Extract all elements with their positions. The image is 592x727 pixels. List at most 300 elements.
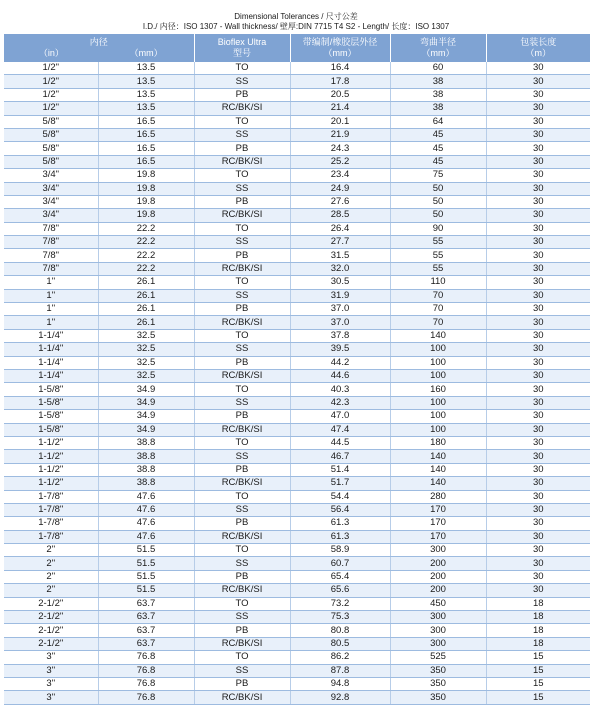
cell-id-in: 3" [4, 691, 98, 704]
cell-model: SS [194, 289, 290, 302]
header-bend-unit: （mm） [421, 48, 455, 58]
cell-id-mm: 34.9 [98, 423, 194, 436]
cell-bend-radius: 140 [390, 463, 486, 476]
cell-package-length: 30 [486, 169, 590, 182]
tolerance-table [4, 34, 590, 705]
cell-id-in: 5/8" [4, 142, 98, 155]
cell-model: PB [194, 517, 290, 530]
cell-id-in: 7/8" [4, 249, 98, 262]
table-wrapper [4, 34, 590, 705]
header-id-label: 内径 [89, 37, 108, 47]
cell-package-length: 30 [486, 128, 590, 141]
cell-id-mm: 13.5 [98, 102, 194, 115]
table-row [4, 75, 590, 88]
cell-package-length: 30 [486, 236, 590, 249]
cell-model: RC/BK/SI [194, 209, 290, 222]
cell-package-length: 30 [486, 383, 590, 396]
cell-model: PB [194, 570, 290, 583]
cell-outer-diameter: 86.2 [290, 651, 390, 664]
cell-id-mm: 34.9 [98, 410, 194, 423]
table-row [4, 289, 590, 302]
table-row [4, 410, 590, 423]
cell-outer-diameter: 37.8 [290, 329, 390, 342]
cell-model: RC/BK/SI [194, 155, 290, 168]
cell-model: TO [194, 383, 290, 396]
table-row [4, 691, 590, 704]
cell-model: RC/BK/SI [194, 637, 290, 650]
cell-bend-radius: 100 [390, 356, 486, 369]
cell-bend-radius: 200 [390, 570, 486, 583]
table-row [4, 664, 590, 677]
cell-model: PB [194, 356, 290, 369]
cell-package-length: 30 [486, 289, 590, 302]
cell-id-in: 1" [4, 316, 98, 329]
cell-id-mm: 13.5 [98, 88, 194, 101]
cell-model: RC/BK/SI [194, 369, 290, 382]
cell-package-length: 15 [486, 691, 590, 704]
cell-package-length: 30 [486, 329, 590, 342]
cell-bend-radius: 350 [390, 691, 486, 704]
cell-bend-radius: 70 [390, 289, 486, 302]
cell-package-length: 30 [486, 356, 590, 369]
cell-bend-radius: 50 [390, 195, 486, 208]
cell-id-in: 7/8" [4, 236, 98, 249]
cell-model: RC/BK/SI [194, 316, 290, 329]
cell-id-mm: 16.5 [98, 115, 194, 128]
cell-id-in: 1" [4, 276, 98, 289]
cell-outer-diameter: 44.2 [290, 356, 390, 369]
cell-package-length: 18 [486, 597, 590, 610]
cell-bend-radius: 70 [390, 303, 486, 316]
header-inner-diameter [4, 34, 194, 62]
cell-id-in: 3/4" [4, 195, 98, 208]
cell-id-in: 1-5/8" [4, 396, 98, 409]
cell-bend-radius: 110 [390, 276, 486, 289]
table-row [4, 383, 590, 396]
table-row [4, 182, 590, 195]
cell-outer-diameter: 73.2 [290, 597, 390, 610]
cell-id-in: 1-1/2" [4, 450, 98, 463]
cell-package-length: 30 [486, 369, 590, 382]
table-row [4, 356, 590, 369]
cell-id-in: 5/8" [4, 128, 98, 141]
table-row [4, 450, 590, 463]
table-row [4, 343, 590, 356]
cell-model: SS [194, 343, 290, 356]
cell-bend-radius: 100 [390, 396, 486, 409]
cell-outer-diameter: 17.8 [290, 75, 390, 88]
table-row [4, 249, 590, 262]
cell-id-in: 3/4" [4, 209, 98, 222]
cell-outer-diameter: 94.8 [290, 677, 390, 690]
cell-model: SS [194, 75, 290, 88]
cell-bend-radius: 45 [390, 142, 486, 155]
cell-id-in: 1-7/8" [4, 490, 98, 503]
cell-package-length: 30 [486, 463, 590, 476]
table-row [4, 517, 590, 530]
cell-outer-diameter: 51.4 [290, 463, 390, 476]
cell-bend-radius: 50 [390, 209, 486, 222]
cell-package-length: 30 [486, 503, 590, 516]
cell-id-in: 7/8" [4, 262, 98, 275]
header-package-length [486, 34, 590, 62]
cell-model: RC/BK/SI [194, 691, 290, 704]
cell-bend-radius: 170 [390, 517, 486, 530]
cell-bend-radius: 300 [390, 544, 486, 557]
header-id-in: （in） [38, 48, 64, 58]
cell-id-mm: 47.6 [98, 503, 194, 516]
cell-package-length: 30 [486, 115, 590, 128]
cell-outer-diameter: 65.6 [290, 584, 390, 597]
cell-package-length: 30 [486, 209, 590, 222]
table-row [4, 503, 590, 516]
cell-bend-radius: 300 [390, 624, 486, 637]
cell-bend-radius: 70 [390, 316, 486, 329]
header-model [194, 34, 290, 62]
cell-outer-diameter: 37.0 [290, 303, 390, 316]
cell-package-length: 30 [486, 249, 590, 262]
cell-id-mm: 26.1 [98, 289, 194, 302]
cell-bend-radius: 350 [390, 677, 486, 690]
cell-model: PB [194, 303, 290, 316]
table-row [4, 102, 590, 115]
table-row [4, 303, 590, 316]
cell-package-length: 30 [486, 62, 590, 75]
cell-model: RC/BK/SI [194, 530, 290, 543]
cell-bend-radius: 300 [390, 611, 486, 624]
cell-bend-radius: 280 [390, 490, 486, 503]
cell-id-in: 2" [4, 557, 98, 570]
cell-id-in: 3/4" [4, 169, 98, 182]
cell-id-mm: 22.2 [98, 236, 194, 249]
cell-id-mm: 19.8 [98, 182, 194, 195]
cell-id-mm: 19.8 [98, 169, 194, 182]
cell-id-in: 1-1/2" [4, 463, 98, 476]
cell-bend-radius: 100 [390, 410, 486, 423]
table-row [4, 195, 590, 208]
cell-outer-diameter: 42.3 [290, 396, 390, 409]
header-model-en: Bioflex Ultra [217, 37, 267, 47]
cell-outer-diameter: 21.4 [290, 102, 390, 115]
cell-outer-diameter: 61.3 [290, 517, 390, 530]
cell-id-mm: 47.6 [98, 517, 194, 530]
cell-id-in: 1-7/8" [4, 503, 98, 516]
cell-bend-radius: 160 [390, 383, 486, 396]
cell-outer-diameter: 26.4 [290, 222, 390, 235]
cell-id-in: 3" [4, 664, 98, 677]
cell-id-mm: 47.6 [98, 530, 194, 543]
cell-bend-radius: 200 [390, 557, 486, 570]
cell-id-mm: 76.8 [98, 677, 194, 690]
cell-id-in: 2" [4, 544, 98, 557]
cell-id-mm: 76.8 [98, 691, 194, 704]
cell-model: TO [194, 115, 290, 128]
header-len-label: 包装长度 [520, 37, 557, 47]
cell-id-mm: 63.7 [98, 597, 194, 610]
cell-outer-diameter: 39.5 [290, 343, 390, 356]
table-row [4, 128, 590, 141]
cell-id-mm: 51.5 [98, 584, 194, 597]
cell-id-mm: 38.8 [98, 436, 194, 449]
cell-id-in: 5/8" [4, 155, 98, 168]
table-row [4, 677, 590, 690]
cell-outer-diameter: 27.7 [290, 236, 390, 249]
cell-outer-diameter: 24.3 [290, 142, 390, 155]
cell-outer-diameter: 61.3 [290, 530, 390, 543]
table-row [4, 222, 590, 235]
cell-package-length: 15 [486, 651, 590, 664]
table-row [4, 557, 590, 570]
cell-id-in: 2-1/2" [4, 597, 98, 610]
cell-model: SS [194, 664, 290, 677]
table-row [4, 262, 590, 275]
cell-bend-radius: 60 [390, 62, 486, 75]
cell-package-length: 30 [486, 276, 590, 289]
cell-package-length: 30 [486, 102, 590, 115]
cell-id-mm: 22.2 [98, 222, 194, 235]
cell-id-in: 2" [4, 584, 98, 597]
cell-model: PB [194, 88, 290, 101]
cell-outer-diameter: 37.0 [290, 316, 390, 329]
cell-id-in: 3/4" [4, 182, 98, 195]
header-id-mm: （mm） [129, 48, 163, 58]
table-row [4, 611, 590, 624]
cell-id-in: 1/2" [4, 75, 98, 88]
cell-model: SS [194, 557, 290, 570]
cell-bend-radius: 140 [390, 329, 486, 342]
cell-id-in: 1" [4, 289, 98, 302]
cell-outer-diameter: 20.1 [290, 115, 390, 128]
table-row [4, 329, 590, 342]
cell-id-in: 2-1/2" [4, 624, 98, 637]
cell-id-in: 1-1/2" [4, 477, 98, 490]
cell-id-mm: 47.6 [98, 490, 194, 503]
table-row [4, 276, 590, 289]
cell-outer-diameter: 80.8 [290, 624, 390, 637]
cell-bend-radius: 525 [390, 651, 486, 664]
cell-id-mm: 63.7 [98, 611, 194, 624]
cell-id-in: 1/2" [4, 88, 98, 101]
table-row [4, 651, 590, 664]
cell-id-in: 3" [4, 651, 98, 664]
cell-package-length: 30 [486, 517, 590, 530]
cell-package-length: 30 [486, 557, 590, 570]
cell-model: SS [194, 236, 290, 249]
table-row [4, 142, 590, 155]
cell-bend-radius: 55 [390, 249, 486, 262]
cell-model: SS [194, 182, 290, 195]
cell-package-length: 30 [486, 436, 590, 449]
cell-bend-radius: 100 [390, 423, 486, 436]
cell-id-mm: 51.5 [98, 570, 194, 583]
cell-id-mm: 22.2 [98, 262, 194, 275]
document-title: Dimensional Tolerances / 尺寸公差 [234, 12, 358, 21]
cell-id-in: 1-7/8" [4, 517, 98, 530]
cell-model: RC/BK/SI [194, 423, 290, 436]
cell-bend-radius: 50 [390, 182, 486, 195]
cell-id-in: 1-1/4" [4, 343, 98, 356]
table-body [4, 62, 590, 704]
table-row [4, 477, 590, 490]
cell-id-in: 1-1/2" [4, 436, 98, 449]
cell-package-length: 30 [486, 343, 590, 356]
cell-outer-diameter: 16.4 [290, 62, 390, 75]
cell-model: TO [194, 329, 290, 342]
cell-package-length: 30 [486, 262, 590, 275]
cell-package-length: 30 [486, 450, 590, 463]
cell-bend-radius: 38 [390, 75, 486, 88]
table-row [4, 396, 590, 409]
cell-bend-radius: 140 [390, 477, 486, 490]
header-model-cn: 型号 [233, 48, 252, 58]
cell-model: TO [194, 544, 290, 557]
cell-outer-diameter: 47.0 [290, 410, 390, 423]
cell-bend-radius: 100 [390, 369, 486, 382]
cell-package-length: 30 [486, 530, 590, 543]
cell-package-length: 30 [486, 477, 590, 490]
cell-outer-diameter: 44.5 [290, 436, 390, 449]
cell-model: PB [194, 195, 290, 208]
cell-outer-diameter: 92.8 [290, 691, 390, 704]
cell-outer-diameter: 31.9 [290, 289, 390, 302]
cell-outer-diameter: 27.6 [290, 195, 390, 208]
table-row [4, 463, 590, 476]
table-row [4, 490, 590, 503]
header-id-units [4, 48, 194, 59]
cell-bend-radius: 90 [390, 222, 486, 235]
cell-outer-diameter: 21.9 [290, 128, 390, 141]
cell-model: PB [194, 624, 290, 637]
document-subtitle: I.D./ 内径：ISO 1307 - Wall thickness/ 壁厚:DIN 7715 T4 S2 - Length/ 长度：ISO 1307 [142, 22, 450, 31]
cell-package-length: 30 [486, 75, 590, 88]
cell-id-mm: 38.8 [98, 450, 194, 463]
cell-outer-diameter: 24.9 [290, 182, 390, 195]
cell-id-mm: 13.5 [98, 62, 194, 75]
cell-package-length: 30 [486, 316, 590, 329]
table-row [4, 530, 590, 543]
cell-id-mm: 51.5 [98, 557, 194, 570]
cell-outer-diameter: 51.7 [290, 477, 390, 490]
cell-outer-diameter: 75.3 [290, 611, 390, 624]
cell-bend-radius: 170 [390, 503, 486, 516]
cell-id-mm: 16.5 [98, 128, 194, 141]
cell-id-mm: 19.8 [98, 195, 194, 208]
cell-id-in: 1-7/8" [4, 530, 98, 543]
cell-bend-radius: 45 [390, 128, 486, 141]
cell-id-in: 1/2" [4, 102, 98, 115]
table-header-row [4, 34, 590, 62]
cell-bend-radius: 55 [390, 236, 486, 249]
cell-bend-radius: 140 [390, 450, 486, 463]
table-row [4, 369, 590, 382]
table-row [4, 584, 590, 597]
cell-package-length: 30 [486, 570, 590, 583]
cell-model: SS [194, 503, 290, 516]
cell-package-length: 18 [486, 624, 590, 637]
table-row [4, 423, 590, 436]
cell-package-length: 30 [486, 303, 590, 316]
cell-package-length: 30 [486, 222, 590, 235]
cell-package-length: 30 [486, 88, 590, 101]
cell-model: SS [194, 396, 290, 409]
cell-id-in: 2-1/2" [4, 611, 98, 624]
cell-id-mm: 13.5 [98, 75, 194, 88]
cell-model: TO [194, 222, 290, 235]
cell-outer-diameter: 80.5 [290, 637, 390, 650]
cell-model: RC/BK/SI [194, 102, 290, 115]
cell-model: PB [194, 142, 290, 155]
table-row [4, 624, 590, 637]
document-header [0, 0, 592, 32]
cell-id-mm: 32.5 [98, 329, 194, 342]
header-bend-label: 弯曲半径 [420, 37, 457, 47]
cell-bend-radius: 300 [390, 637, 486, 650]
cell-package-length: 30 [486, 155, 590, 168]
cell-package-length: 30 [486, 396, 590, 409]
cell-bend-radius: 64 [390, 115, 486, 128]
cell-package-length: 30 [486, 490, 590, 503]
cell-model: RC/BK/SI [194, 477, 290, 490]
cell-id-mm: 76.8 [98, 664, 194, 677]
cell-id-in: 1-1/4" [4, 369, 98, 382]
table-row [4, 169, 590, 182]
header-bend-radius [390, 34, 486, 62]
cell-id-mm: 16.5 [98, 155, 194, 168]
table-row [4, 436, 590, 449]
cell-id-mm: 26.1 [98, 303, 194, 316]
cell-outer-diameter: 65.4 [290, 570, 390, 583]
cell-model: RC/BK/SI [194, 584, 290, 597]
cell-model: PB [194, 249, 290, 262]
cell-id-mm: 38.8 [98, 463, 194, 476]
header-od-unit: （mm） [323, 48, 357, 58]
cell-model: TO [194, 490, 290, 503]
cell-id-in: 1-5/8" [4, 410, 98, 423]
cell-bend-radius: 55 [390, 262, 486, 275]
cell-outer-diameter: 87.8 [290, 664, 390, 677]
cell-id-mm: 38.8 [98, 477, 194, 490]
cell-package-length: 30 [486, 182, 590, 195]
cell-model: TO [194, 436, 290, 449]
cell-package-length: 30 [486, 423, 590, 436]
cell-bend-radius: 100 [390, 343, 486, 356]
cell-id-in: 1/2" [4, 62, 98, 75]
cell-outer-diameter: 54.4 [290, 490, 390, 503]
cell-id-mm: 26.1 [98, 276, 194, 289]
cell-package-length: 30 [486, 584, 590, 597]
cell-id-in: 1-5/8" [4, 423, 98, 436]
cell-id-mm: 22.2 [98, 249, 194, 262]
header-od-label: 带编制/橡胶层外径 [302, 37, 378, 47]
cell-id-mm: 63.7 [98, 624, 194, 637]
cell-bend-radius: 450 [390, 597, 486, 610]
cell-model: SS [194, 128, 290, 141]
cell-model: TO [194, 169, 290, 182]
cell-model: TO [194, 276, 290, 289]
cell-model: TO [194, 597, 290, 610]
cell-id-mm: 32.5 [98, 356, 194, 369]
cell-id-mm: 32.5 [98, 369, 194, 382]
cell-outer-diameter: 23.4 [290, 169, 390, 182]
cell-outer-diameter: 60.7 [290, 557, 390, 570]
cell-model: PB [194, 677, 290, 690]
cell-model: SS [194, 450, 290, 463]
cell-id-mm: 19.8 [98, 209, 194, 222]
cell-bend-radius: 38 [390, 88, 486, 101]
cell-bend-radius: 180 [390, 436, 486, 449]
cell-package-length: 30 [486, 544, 590, 557]
table-row [4, 62, 590, 75]
